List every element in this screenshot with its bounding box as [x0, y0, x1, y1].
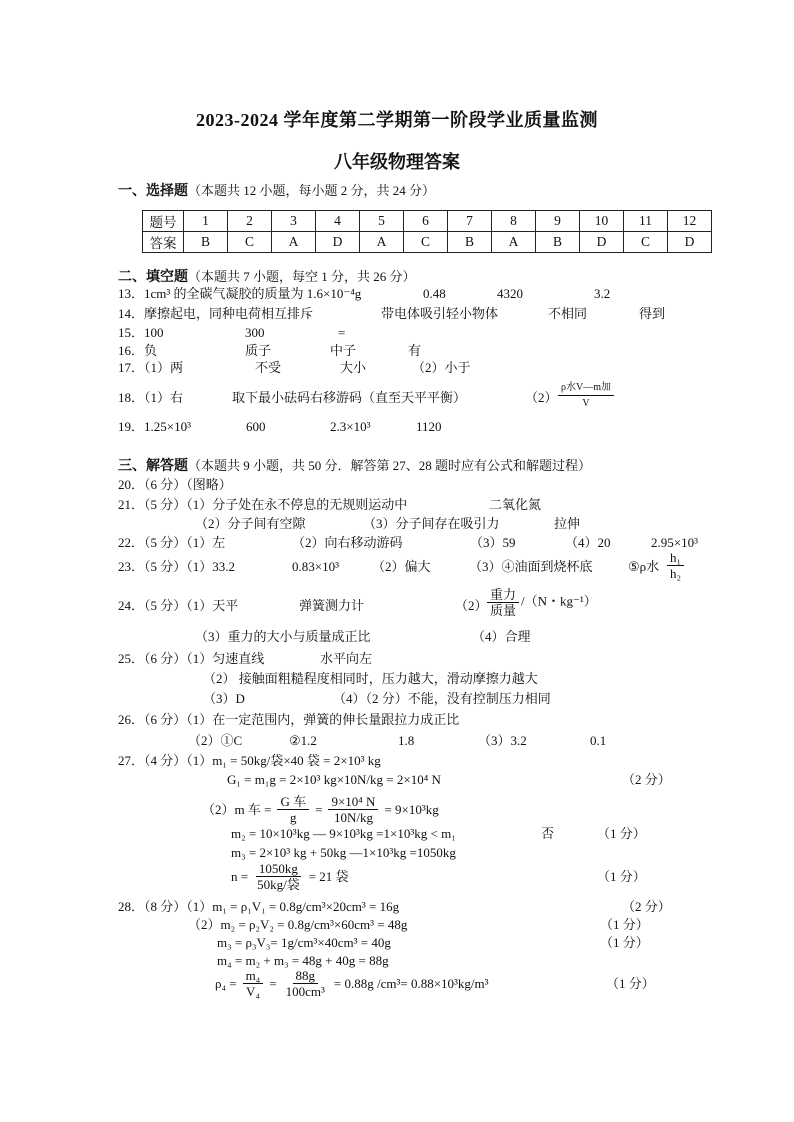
q24-answer-label: （2）: [455, 598, 488, 613]
q27-frac2-den: 10N/kg: [333, 810, 373, 825]
q27-mcar-result: = 9×10³kg: [384, 801, 439, 817]
q13-answer: 3.2: [594, 286, 611, 301]
table-cell: B: [448, 232, 492, 253]
q15-answer: 300: [245, 325, 265, 340]
q18-frac-den: V: [582, 398, 590, 409]
q17-answer: （2）小于: [412, 360, 471, 375]
q28-rho-label: ρ₄ =: [215, 975, 237, 991]
q27-frac1-den: g: [290, 810, 297, 825]
q21-answer: 拉伸: [554, 516, 581, 531]
q14-text: 14．摩擦起电，同种电荷相互排斥: [118, 306, 314, 321]
q15-text: 15．100: [118, 325, 164, 340]
section2-header: [118, 266, 416, 286]
q23-answer: ⑤ρ水: [628, 559, 660, 574]
q28-line1: 28．（8 分）（1）m₁ = ρ₁V₁ = 0.8g/cm³×20cm³ = 16g: [118, 899, 400, 914]
q23-fraction: [665, 550, 686, 581]
section3-heading: 三、解答题: [118, 459, 188, 474]
q18-answer-label: （2）: [525, 390, 558, 405]
q22-answer: （2）向右移动游码: [292, 535, 403, 550]
q23-answer: （3）④油面到烧杯底: [469, 559, 593, 574]
q28-score: （2 分）: [622, 899, 671, 914]
q25-answer: 水平向左: [320, 651, 373, 666]
q24-text: 24．（5 分）（1）天平: [118, 598, 239, 613]
q22-text: 22．（5 分）（1）左: [118, 535, 226, 550]
q24-answer: 弹簧测力计: [299, 598, 365, 613]
q17-answer: 大小: [340, 360, 367, 375]
q28-frac2-den: 100cm³: [285, 984, 325, 999]
table-cell: 2: [228, 211, 272, 232]
q18-text: 18．（1）右: [118, 390, 184, 405]
q16-answer: 中子: [330, 343, 357, 358]
table-label-answer: 答案: [143, 232, 184, 253]
table-cell: A: [360, 232, 404, 253]
table-cell: A: [272, 232, 316, 253]
q27-frac3-num: 1050kg: [256, 861, 301, 877]
q28-score: （1 分）: [606, 976, 655, 991]
section1-header: [118, 180, 435, 200]
table-cell: 4: [316, 211, 360, 232]
q13-answer: 0.48: [423, 286, 446, 301]
q28-line2: （2）m₂ = ρ₂V₂ = 0.8g/cm³×60cm³ = 48g: [188, 917, 408, 932]
table-label-question: 题号: [143, 211, 184, 232]
q23-frac-den: h₂: [670, 566, 682, 581]
q13-answer: 4320: [497, 286, 523, 301]
q24-answer: （3）重力的大小与质量成正比: [195, 629, 371, 644]
q23-answer: 0.83×10³: [292, 559, 339, 574]
q27-n-label: n =: [231, 868, 249, 884]
q21-answer: （2）分子间有空隙: [195, 516, 306, 531]
q15-answer: =: [338, 325, 346, 340]
q23-answer: （2）偏大: [372, 559, 431, 574]
q19-text: 19．1.25×10³: [118, 419, 191, 434]
table-cell: 6: [404, 211, 448, 232]
q25-answer: （2） 接触面粗糙程度相同时，压力越大，滑动摩擦力越大: [203, 671, 538, 686]
section2-heading: 二、填空题: [118, 270, 188, 285]
q18-fraction: [556, 380, 616, 411]
q27-mcar-label: （2）m 车 =: [202, 801, 272, 817]
q22-answer: （4）20: [565, 535, 611, 550]
table-cell: C: [624, 232, 668, 253]
q26-answer: 1.8: [398, 733, 415, 748]
section1-note: （本题共 12 小题，每小题 2 分，共 24 分）: [188, 183, 436, 198]
q28-frac2-num: 88g: [293, 968, 319, 984]
table-cell: D: [316, 232, 360, 253]
table-cell: C: [404, 232, 448, 253]
q27-answer: 否: [541, 826, 555, 841]
q27-score: （1 分）: [597, 826, 646, 841]
q23-frac-num: h₁: [667, 550, 684, 566]
q18-frac-num: ρ水V—m加: [558, 380, 614, 396]
table-cell: D: [668, 232, 712, 253]
table-cell: 3: [272, 211, 316, 232]
section1-heading: 一、选择题: [118, 184, 188, 199]
q21-answer: （3）分子间存在吸引力: [363, 516, 500, 531]
table-cell: 10: [580, 211, 624, 232]
q26-answer: ②1.2: [289, 733, 317, 748]
table-cell: A: [492, 232, 536, 253]
q25-answer: （3）D: [203, 691, 245, 706]
table-row-answers: [143, 232, 712, 253]
q26-answer: 0.1: [590, 733, 607, 748]
q19-answer: 1120: [416, 419, 442, 434]
q14-answer: 得到: [639, 306, 666, 321]
table-cell: 11: [624, 211, 668, 232]
table-cell: C: [228, 232, 272, 253]
q24-unit: /（N・kg⁻¹）: [521, 593, 597, 609]
q27-line1: 27．（4 分）（1）m₁ = 50kg/袋×40 袋 = 2×10³ kg: [118, 753, 381, 768]
q28-line3: m₃ = ρ₃V₃= 1g/cm³×40cm³ = 40g: [217, 935, 391, 950]
q28-line4: m₄ = m₂ + m₃ = 48g + 40g = 88g: [217, 953, 389, 968]
table-cell: 5: [360, 211, 404, 232]
q16-answer: 有: [408, 343, 422, 358]
q27-score: （1 分）: [597, 869, 646, 884]
table-cell: 8: [492, 211, 536, 232]
q19-answer: 600: [246, 419, 266, 434]
q27-line6: [231, 861, 349, 892]
q26-text: 26．（6 分）（1）在一定范围内，弹簧的伸长量跟拉力成正比: [118, 712, 460, 727]
q26-answer: （3）3.2: [478, 733, 527, 748]
table-cell: 9: [536, 211, 580, 232]
q14-answer: 不相同: [548, 306, 588, 321]
table-cell: D: [580, 232, 624, 253]
q28-line5: ρ₄ = $\frac{\text{m₄}}{\text{V₄}}$ = $\frac{88g}{\text{100cm³}}$ = 0.88g /cm³= 0.88×10³kg/m³: [215, 968, 489, 999]
answer-table: [142, 210, 712, 253]
q27-frac2-num: 9×10⁴ N: [328, 794, 378, 810]
q13-text: 13．1cm³ 的全碳气凝胶的质量为 1.6×10⁻⁴g: [118, 286, 362, 301]
q25-text: 25．（6 分）（1）匀速直线: [118, 651, 265, 666]
section3-header: [118, 455, 591, 475]
q24-frac-den: 质量: [490, 603, 517, 618]
q20-text: 20．（6 分）（图略）: [118, 477, 232, 492]
q27-line3: （2）m 车 = $\frac{\text{G 车}}{g}$ = $\frac{\text{9×10⁴ N}}{10N/kg}$ = 9×10³kg: [202, 794, 439, 825]
q16-text: 16．负: [118, 343, 158, 358]
page-subtitle: 八年级物理答案: [334, 152, 460, 172]
q28-rho-result: = 0.88g /cm³= 0.88×10³kg/m³: [333, 975, 489, 991]
q27-line5: m₃ = 2×10³ kg + 50kg —1×10³kg =1050kg: [231, 845, 456, 860]
q14-answer: 带电体吸引轻小物体: [381, 306, 499, 321]
q25-answer: （4）（2 分）不能，没有控制压力相同: [333, 691, 551, 706]
q27-line4: m₂ = 10×10³kg — 9×10³kg =1×10³kg < m₁: [231, 826, 456, 841]
q27-n-result: = 21 袋: [308, 868, 349, 884]
q28-frac1-den: V₄: [245, 984, 260, 999]
q27-frac3-den: 50kg/袋: [257, 877, 300, 892]
q16-answer: 质子: [245, 343, 272, 358]
table-row-numbers: [143, 211, 712, 232]
q27-frac1-num: G 车: [277, 794, 309, 810]
q28-frac1-num: m₄: [243, 968, 264, 984]
page-title: 2023-2024 学年度第二学期第一阶段学业质量监测: [196, 110, 598, 130]
q24-frac-num: 重力: [487, 587, 519, 603]
section3-note: （本题共 9 小题，共 50 分．解答第 27、28 题时应有公式和解题过程）: [188, 458, 592, 473]
q23-text: 23．（5 分）（1）33.2: [118, 559, 236, 574]
q26-answer: （2）①C: [188, 733, 243, 748]
section2-note: （本题共 7 小题，每空 1 分，共 26 分）: [188, 269, 416, 284]
q24-fraction: [485, 587, 597, 618]
q19-answer: 2.3×10³: [330, 419, 371, 434]
table-cell: B: [184, 232, 228, 253]
q18-answer: 取下最小砝码右移游码（直至天平平衡）: [232, 390, 467, 405]
table-cell: B: [536, 232, 580, 253]
q27-line2: G₁ = m₁g = 2×10³ kg×10N/kg = 2×10⁴ N: [227, 772, 441, 787]
table-cell: 12: [668, 211, 712, 232]
q22-answer: 2.95×10³: [651, 535, 698, 550]
table-cell: 7: [448, 211, 492, 232]
q24-answer: （4）合理: [472, 629, 531, 644]
q21-answer: 二氧化氮: [489, 497, 542, 512]
q21-text: 21．（5 分）（1）分子处在永不停息的无规则运动中: [118, 497, 408, 512]
q28-score: （1 分）: [600, 935, 649, 950]
q27-score: （2 分）: [622, 772, 671, 787]
q28-score: （1 分）: [600, 917, 649, 932]
q17-answer: 不受: [255, 360, 282, 375]
table-cell: 1: [184, 211, 228, 232]
q22-answer: （3）59: [470, 535, 516, 550]
q17-text: 17．（1）两: [118, 360, 184, 375]
